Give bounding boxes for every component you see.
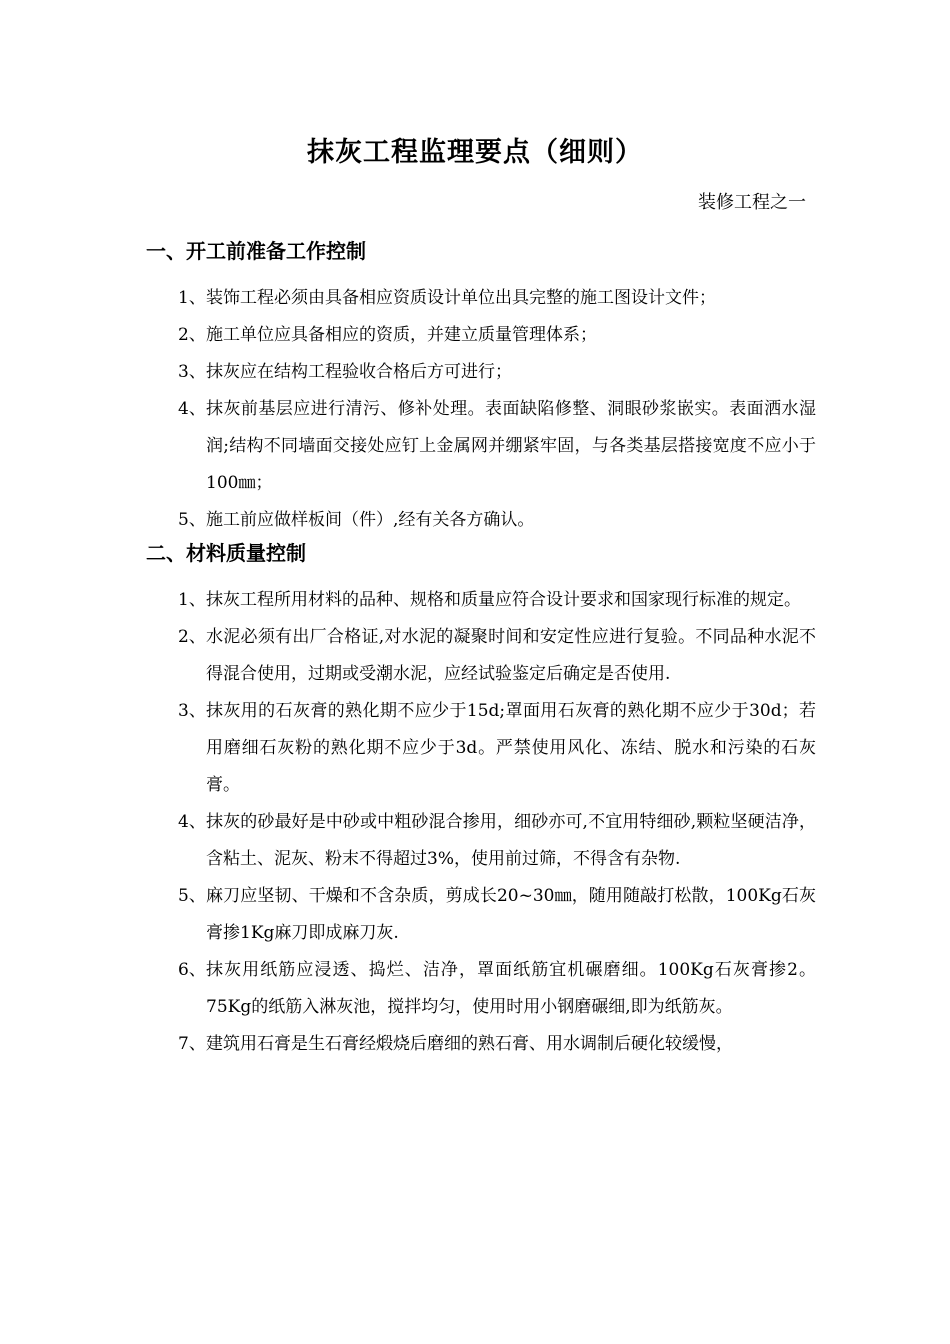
item-text: 水泥必须有出厂合格证,对水泥的凝聚时间和安定性应进行复验。不同品种水泥不得混合使用，过期或受潮水泥，应经试验鉴定后确定是否使用. — [206, 627, 816, 684]
item-number: 4、 — [178, 399, 206, 419]
list-item — [146, 502, 816, 539]
section-heading: 二、材料质量控制 — [146, 541, 306, 565]
item-number: 6、 — [178, 960, 206, 980]
item-number: 2、 — [178, 325, 206, 345]
item-number: 4、 — [178, 812, 206, 832]
item-number: 2、 — [178, 627, 206, 647]
document-subtitle: 装修工程之一 — [698, 192, 806, 213]
list-item — [146, 391, 816, 502]
list-item — [146, 317, 816, 354]
list-item — [146, 878, 816, 952]
list-item — [146, 354, 816, 391]
item-text: 施工前应做样板间（件）,经有关各方确认。 — [206, 510, 535, 530]
list-item — [146, 1026, 816, 1063]
item-text: 施工单位应具备相应的资质，并建立质量管理体系； — [206, 325, 597, 345]
item-text: 抹灰工程所用材料的品种、规格和质量应符合设计要求和国家现行标准的规定。 — [206, 590, 801, 610]
item-number: 5、 — [178, 886, 206, 906]
item-text: 抹灰的砂最好是中砂或中粗砂混合掺用，细砂亦可,不宜用特细砂,颗粒坚硬洁净，含粘土、泥灰、粉末不得超过3%，使用前过筛，不得含有杂物. — [206, 812, 816, 869]
list-item — [146, 280, 816, 317]
item-number: 5、 — [178, 510, 206, 530]
item-text: 抹灰应在结构工程验收合格后方可进行； — [206, 362, 512, 382]
item-number: 3、 — [178, 362, 206, 382]
item-number: 7、 — [178, 1034, 206, 1054]
section-preparation — [146, 236, 816, 539]
item-text: 麻刀应坚韧、干燥和不含杂质，剪成长20~30㎜，随用随敲打松散，100Kg石灰膏掺1Kg麻刀即成麻刀灰. — [206, 886, 816, 943]
item-number: 1、 — [178, 590, 206, 610]
section-heading: 一、开工前准备工作控制 — [146, 239, 366, 263]
item-text: 装饰工程必须由具备相应资质设计单位出具完整的施工图设计文件； — [206, 288, 716, 308]
list-item — [146, 804, 816, 878]
list-item — [146, 582, 816, 619]
document-title: 抹灰工程监理要点（细则） — [307, 137, 643, 168]
item-text: 抹灰用纸筋应浸透、捣烂、洁净，罩面纸筋宜机碾磨细。100Kg石灰膏掺2。75Kg的纸筋入淋灰池，搅拌均匀，使用时用小钢磨碾细,即为纸筋灰。 — [206, 960, 816, 1017]
section-material-quality — [146, 538, 816, 1063]
list-item — [146, 952, 816, 1026]
list-item — [146, 693, 816, 804]
item-text: 建筑用石膏是生石膏经煅烧后磨细的熟石膏、用水调制后硬化较缓慢， — [206, 1034, 733, 1054]
item-text: 抹灰前基层应进行清污、修补处理。表面缺陷修整、洞眼砂浆嵌实。表面洒水湿润;结构不同墙面交接处应钉上金属网并绷紧牢固，与各类基层搭接宽度不应小于100㎜； — [206, 399, 816, 493]
item-text: 抹灰用的石灰膏的熟化期不应少于15d;罩面用石灰膏的熟化期不应少于30d；若用磨细石灰粉的熟化期不应少于3d。严禁使用风化、冻结、脱水和污染的石灰膏。 — [206, 701, 816, 795]
item-number: 3、 — [178, 701, 206, 721]
list-item — [146, 619, 816, 693]
item-number: 1、 — [178, 288, 206, 308]
